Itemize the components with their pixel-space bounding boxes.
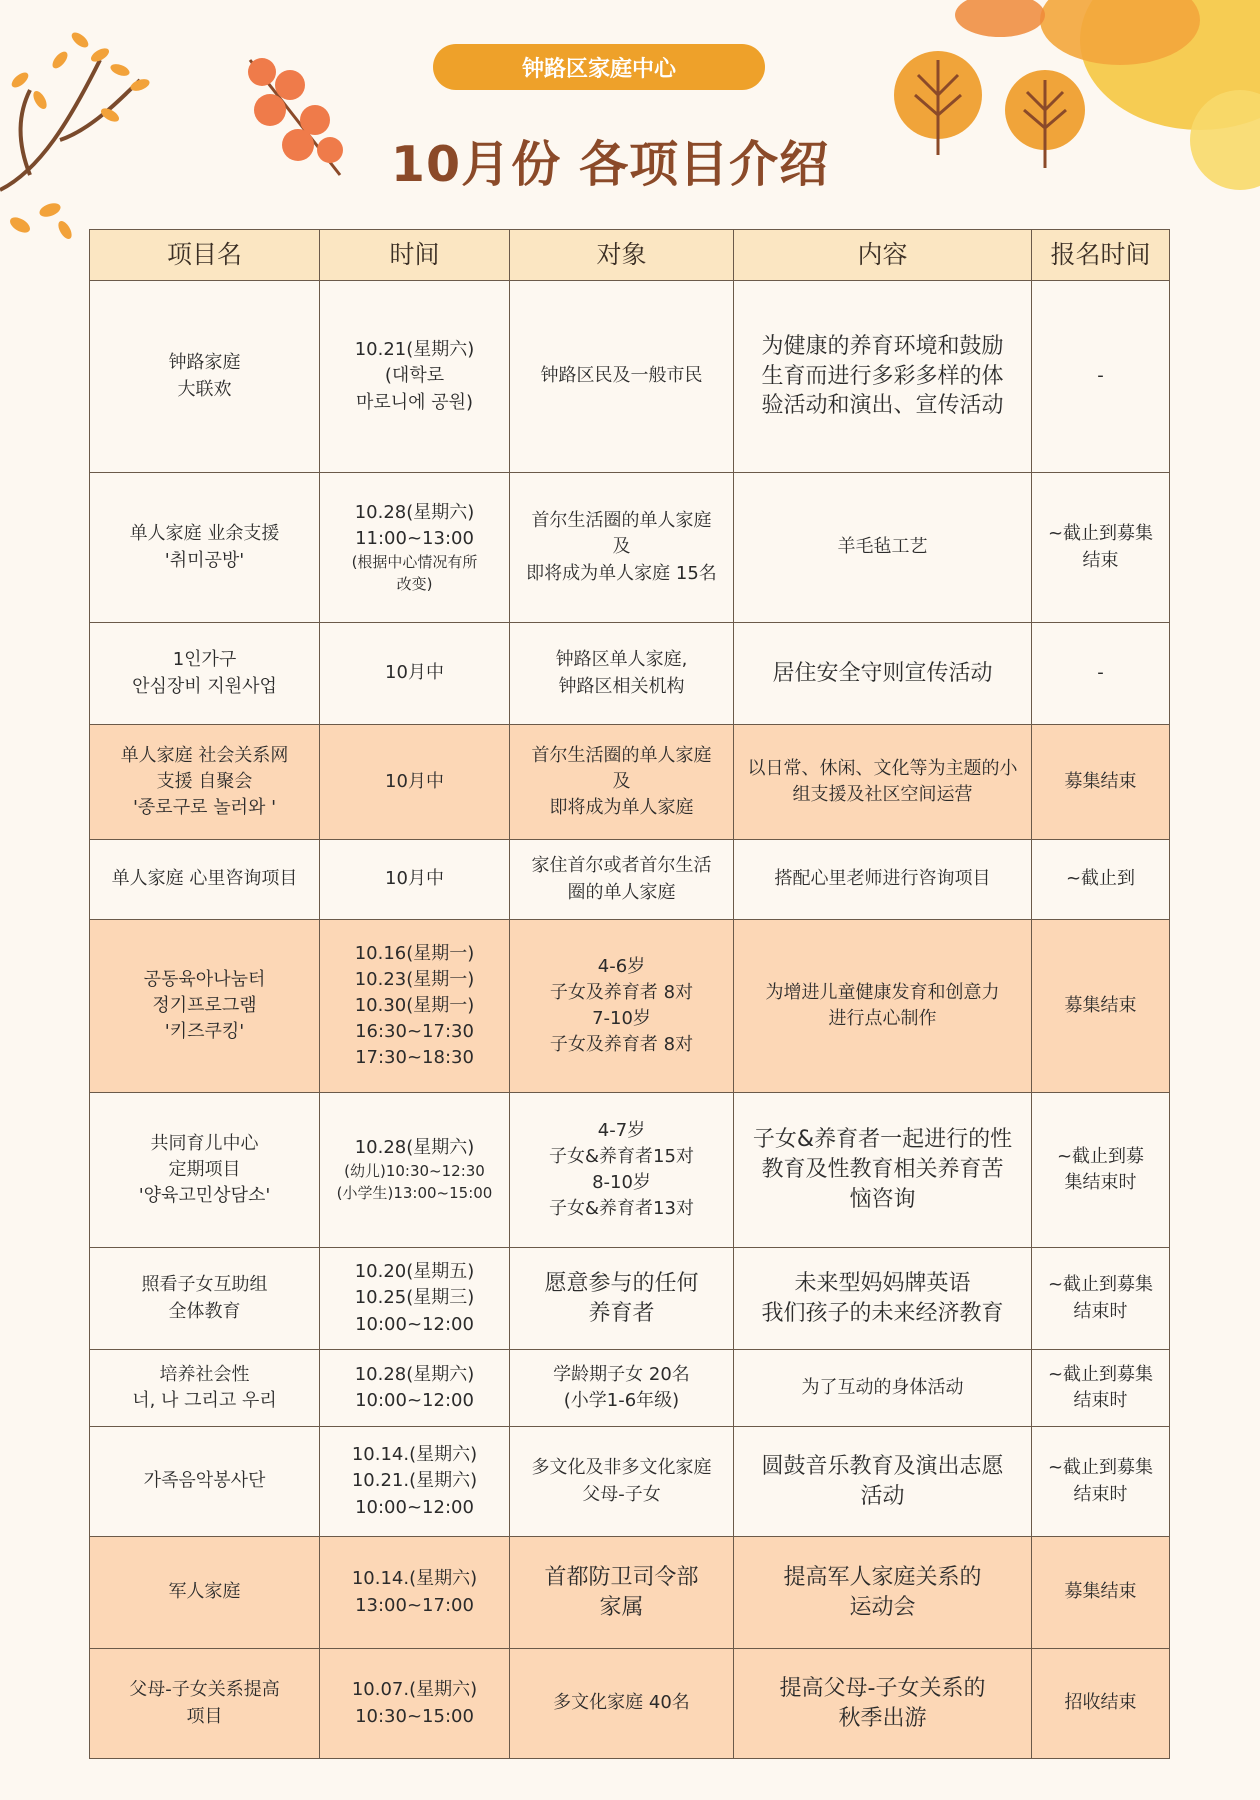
cell-line: 子女及养育者 8对 [549,981,694,1003]
target-cell [510,1649,734,1759]
cell-line: 运动会 [849,1594,916,1620]
content-cell [734,840,1032,920]
cell-line: 10月中 [385,662,444,684]
cell-line: 10:00~12:00 [355,1390,474,1411]
target-cell [510,1350,734,1427]
cell-line: 结束时 [1073,1390,1128,1411]
header-signup: 报名时间 [1032,230,1170,281]
content-cell [734,1350,1032,1427]
cell-line: '취미공방' [164,549,245,571]
cell-line: 8-10岁 [592,1172,651,1193]
table-row [90,1093,1170,1248]
table-row [90,725,1170,840]
time-cell [320,1093,510,1248]
cell-line: 子女及养育者 8对 [549,1034,694,1056]
cell-line: 너, 나 그리고 우리 [132,1390,277,1411]
cell-line: 10.25(星期三) [354,1287,475,1309]
cell-line: 项目 [186,1705,223,1727]
cell-line: 10.16(星期一) [354,942,475,964]
table-row [90,1248,1170,1350]
autumn-branch-illustration [0,30,151,241]
cell-line: 及 [612,770,631,792]
cell-line: 组支援及社区空间运营 [792,784,973,805]
cell-line: 17:30~18:30 [355,1047,474,1069]
signup-cell [1032,1093,1170,1248]
cell-line: 验活动和演出、宣传活动 [761,393,1004,419]
cell-line: ~截止到募集 [1047,1274,1154,1296]
program-name-cell [90,840,320,920]
cell-line: 圆鼓音乐教育及演出志愿 [761,1453,1004,1479]
content-cell [734,1537,1032,1649]
cell-line: 单人家庭 业余支援 [129,523,280,545]
cell-line: 结束 [1082,549,1119,571]
target-cell [510,1427,734,1537]
cell-line: 养育者 [588,1300,655,1326]
cell-line: 10.23(星期一) [354,968,475,990]
cell-line: 活动 [860,1483,905,1509]
cell-line: 集结束时 [1064,1172,1137,1193]
cell-line: 10.14.(星期六) [351,1444,478,1466]
cell-line: (小学1-6年级) [563,1390,680,1411]
cell-line: 多文化及非多文化家庭 [531,1457,712,1479]
table-row [90,623,1170,725]
table-row [90,281,1170,473]
program-name-cell [90,281,320,473]
cell-line: 共同育儿中心 [150,1132,259,1154]
cell-line: 我们孩子的未来经济教育 [761,1300,1004,1326]
content-cell [734,1649,1032,1759]
cell-line: 16:30~17:30 [355,1021,474,1043]
cell-line: 정기프로그램 [152,994,257,1016]
content-cell [734,473,1032,623]
cell-line: 10.20(星期五) [354,1261,475,1283]
cell-line: 支援 自聚会 [156,770,253,792]
cell-line: 13:00~17:00 [355,1594,474,1616]
cell-line: 1인가구 [172,649,237,671]
signup-cell [1032,1427,1170,1537]
cell-line: 10:00~12:00 [355,1496,474,1518]
cell-line: 即将成为单人家庭 [549,797,694,819]
content-cell [734,1427,1032,1537]
cell-line: 及 [612,536,631,558]
cell-line: 父母-子女关系提高 [129,1679,280,1701]
table-row [90,1350,1170,1427]
cell-line: 子女&养育者一起进行的性 [752,1127,1013,1153]
cell-line: 照看子女互助组 [141,1274,268,1296]
program-name-cell [90,725,320,840]
time-cell [320,281,510,473]
cell-line: 未来型妈妈牌英语 [794,1270,971,1296]
program-name-cell [90,1350,320,1427]
cell-line: '양육고민상담소' [138,1185,271,1207]
cell-line: 子女&养育者13对 [549,1198,694,1220]
target-cell [510,1248,734,1350]
table-header-row [90,230,1170,281]
cell-line: 공동육아나눔터 [143,968,266,990]
time-cell [320,1248,510,1350]
time-cell [320,1649,510,1759]
signup-cell [1032,1649,1170,1759]
signup-cell [1032,920,1170,1093]
cell-line: 招收结束 [1064,1692,1137,1714]
cell-line: 生育而进行多彩多样的体 [761,363,1004,389]
target-cell [510,473,734,623]
time-cell [320,725,510,840]
header-program-name: 项目名 [90,230,320,281]
cell-line: (幼儿)10:30~12:30 [344,1162,485,1181]
header-target: 对象 [510,230,734,281]
cell-line: 10.07.(星期六) [351,1679,478,1701]
cell-line: 羊毛毡工艺 [837,536,928,558]
cell-line: ~截止到募集 [1047,523,1154,545]
cell-line: 定期项目 [168,1158,241,1180]
organization-badge: 钟路区家庭中心 [433,44,765,90]
target-cell [510,840,734,920]
cell-line: 4-6岁 [597,955,646,977]
cell-line: 军人家庭 [168,1581,241,1603]
cell-line: 募集结束 [1064,1581,1137,1603]
cell-line: 10.21.(星期六) [351,1470,478,1492]
cell-line: 愿意参与的任何 [544,1270,699,1296]
cell-line: 首尔生活圈的单人家庭 [531,744,712,766]
time-cell [320,1537,510,1649]
cell-line: 7-10岁 [592,1008,651,1029]
time-cell [320,920,510,1093]
time-cell [320,623,510,725]
cell-line: 为增进儿童健康发育和创意力 [765,981,1000,1003]
signup-cell [1032,281,1170,473]
program-name-cell [90,1427,320,1537]
cell-line: 为健康的养育环境和鼓励 [761,333,1004,359]
cell-line: 4-7岁 [597,1119,646,1141]
cell-line: 钟路区相关机构 [558,675,685,697]
cell-line: 结束时 [1073,1300,1128,1322]
program-name-cell [90,920,320,1093]
time-cell [320,840,510,920]
cell-line: 10.21(星期六) [354,339,475,361]
cell-line: 多文化家庭 40名 [553,1692,690,1714]
cell-line: (대학로 [384,365,445,387]
cell-line: '종로구로 놀러와 ' [132,797,277,819]
target-cell [510,1537,734,1649]
autumn-foliage-corner [955,0,1260,190]
program-name-cell [90,1649,320,1759]
target-cell [510,920,734,1093]
cell-line: 以日常、休闲、文化等为主题的小 [747,757,1018,779]
program-name-cell [90,1248,320,1350]
cell-line: 안심장비 지원사업 [132,675,277,697]
cell-line: 单人家庭 心里咨询项目 [111,868,298,890]
signup-cell [1032,840,1170,920]
time-cell [320,1427,510,1537]
autumn-tree-icon [894,51,982,155]
cell-line: 进行点心制作 [828,1008,937,1029]
cell-line: 10.30(星期一) [354,994,475,1016]
table-row [90,473,1170,623]
cell-line: '키즈쿠킹' [164,1021,245,1043]
cell-line: 圈的单人家庭 [567,881,676,903]
cell-line: 学龄期子女 20名 [553,1363,690,1385]
target-cell [510,725,734,840]
program-table [89,229,1170,1759]
cell-line: 恼咨询 [849,1186,916,1212]
cell-line: 家住首尔或者首尔生活 [531,855,712,877]
cell-line: 首尔生活圈的单人家庭 [531,510,712,532]
cell-line: 教育及性教育相关养育苦 [761,1157,1004,1183]
cell-line: 提高父母-子女关系的 [779,1675,986,1701]
cell-line: 子女&养育者15对 [549,1145,694,1167]
signup-cell [1032,623,1170,725]
cell-line: 募集结束 [1064,994,1137,1016]
cell-line: 10.28(星期六) [354,1363,475,1385]
cell-line: 마로니에 공원) [355,391,474,413]
content-cell [734,1248,1032,1350]
table-row [90,1537,1170,1649]
cell-line: 10:30~15:00 [355,1705,474,1727]
cell-line: 居住安全守则宣传活动 [772,660,993,686]
program-name-cell [90,1537,320,1649]
cell-line: ~截止到募 [1056,1145,1145,1167]
cell-line: ~截止到 [1065,868,1136,890]
time-cell [320,1350,510,1427]
cell-line: 提高军人家庭关系的 [783,1564,982,1590]
cell-line: 改变) [396,574,433,593]
target-cell [510,281,734,473]
cell-line: 全体教育 [168,1300,241,1322]
cell-line: - [1097,365,1104,387]
cell-line: 钟路家庭 [168,352,241,374]
cell-line: 父母-子女 [582,1483,661,1505]
maple-leaf-illustration [248,58,343,175]
cell-line: 结束时 [1073,1483,1128,1505]
target-cell [510,623,734,725]
cell-line: (根据中心情况有所 [351,552,478,571]
target-cell [510,1093,734,1248]
content-cell [734,623,1032,725]
cell-line: 钟路区单人家庭, [555,649,688,671]
table-row [90,1427,1170,1537]
cell-line: 10:00~12:00 [355,1313,474,1335]
cell-line: 秋季出游 [838,1705,927,1731]
cell-line: 10.28(星期六) [354,1137,475,1159]
cell-line: 11:00~13:00 [355,527,474,549]
page-title: 10月份 各项目介绍 [390,136,830,193]
content-cell [734,725,1032,840]
content-cell [734,281,1032,473]
cell-line: 10.28(星期六) [354,501,475,523]
cell-line: 即将成为单人家庭 15名 [526,562,717,584]
cell-line: 为了互动的身体活动 [801,1376,964,1398]
cell-line: 10.14.(星期六) [351,1568,478,1590]
cell-line: 搭配心里老师进行咨询项目 [774,868,991,890]
cell-line: 培养社会性 [159,1363,250,1385]
cell-line: - [1097,662,1104,684]
table-row [90,920,1170,1093]
cell-line: (小学生)13:00~15:00 [336,1184,493,1203]
program-name-cell [90,623,320,725]
signup-cell [1032,473,1170,623]
content-cell [734,920,1032,1093]
cell-line: ~截止到募集 [1047,1457,1154,1479]
program-name-cell [90,473,320,623]
time-cell [320,473,510,623]
header-time: 时间 [320,230,510,281]
table-row [90,1649,1170,1759]
autumn-tree-icon [1005,70,1085,168]
signup-cell [1032,1537,1170,1649]
table-row [90,840,1170,920]
cell-line: 10月中 [385,868,444,890]
cell-line: ~截止到募集 [1047,1363,1154,1385]
program-name-cell [90,1093,320,1248]
content-cell [734,1093,1032,1248]
signup-cell [1032,725,1170,840]
cell-line: 가족음악봉사단 [143,1470,266,1492]
signup-cell [1032,1350,1170,1427]
header-content: 内容 [734,230,1032,281]
cell-line: 首都防卫司令部 [544,1564,699,1590]
cell-line: 钟路区民及一般市民 [540,365,703,387]
cell-line: 10月中 [385,770,444,792]
cell-line: 大联欢 [177,378,232,400]
cell-line: 单人家庭 社会关系网 [120,744,289,766]
cell-line: 募集结束 [1064,770,1137,792]
signup-cell [1032,1248,1170,1350]
cell-line: 家属 [599,1594,644,1620]
